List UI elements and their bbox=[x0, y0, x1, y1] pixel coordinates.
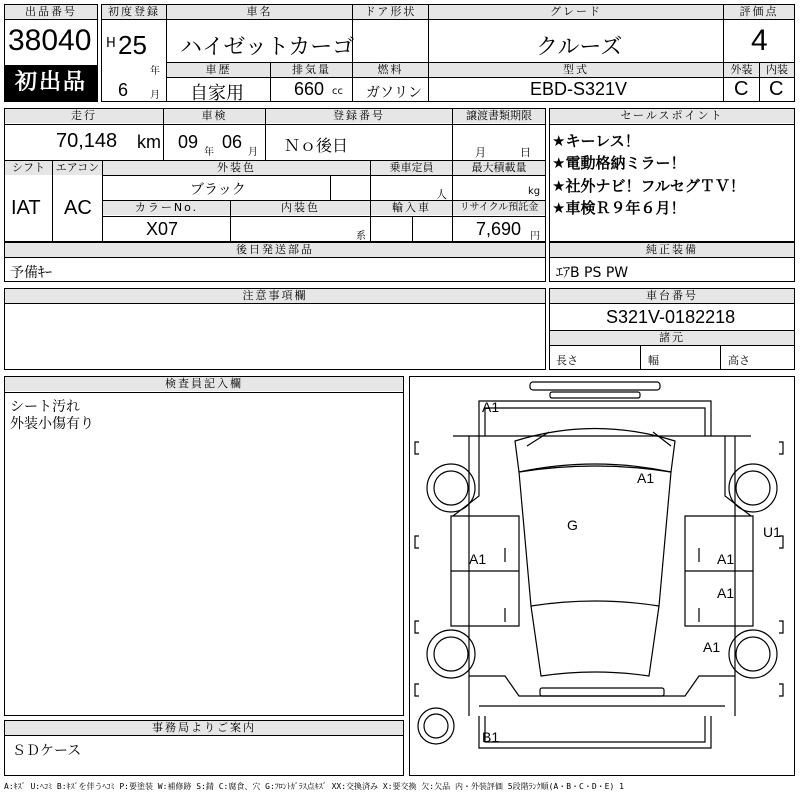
grade-label: グレード bbox=[429, 5, 723, 19]
chassis-value: S321V-0182218 bbox=[606, 307, 736, 327]
mark-right-door-front: A1 bbox=[717, 551, 735, 567]
interior-label: 内装色 bbox=[231, 201, 370, 215]
mark-front: A1 bbox=[482, 399, 500, 415]
legend-text: A:ｷｽﾞ U:ﾍｺﾐ B:ｷｽﾞを伴うﾍｺﾐ P:要塗装 W:補修跡 S:錆 C:腐食、穴 G:ﾌﾛﾝﾄｶﾞﾗｽ点ｷｽﾞ XX:交換済み X:要交換 欠:欠品 内・外装評価 5段階ﾗﾝｸ順(A・B・C・D・E) 1 bbox=[4, 782, 624, 791]
equipment-value: ｴｱB PS PW bbox=[556, 265, 629, 281]
mileage-value: 70,148 bbox=[56, 130, 118, 152]
color-value: ブラック bbox=[190, 182, 246, 198]
score-label: 評価点 bbox=[724, 5, 794, 19]
score-value: 4 bbox=[751, 24, 768, 57]
displacement-unit: cc bbox=[332, 86, 343, 97]
max-load-label: 最大積載量 bbox=[453, 161, 545, 175]
ext-score-label: 外装 bbox=[724, 63, 759, 77]
reg-no-label: 登録番号 bbox=[266, 109, 452, 123]
sales-point-3: ★社外ナビ！フルセグＴＶ！ bbox=[552, 177, 745, 195]
mark-right-door-rear: A1 bbox=[717, 585, 735, 601]
displacement-label: 排気量 bbox=[271, 63, 352, 77]
int-score: C bbox=[769, 78, 784, 100]
office-label: 事務局よりご案内 bbox=[5, 721, 403, 735]
fuel-value: ガソリン bbox=[366, 85, 422, 101]
dims-height: 高さ bbox=[728, 354, 750, 367]
inspection-label: 車検 bbox=[164, 109, 265, 123]
interior-unit: 系 bbox=[356, 231, 366, 242]
ac-value: AC bbox=[64, 197, 92, 219]
transfer-day: 日 bbox=[520, 146, 531, 159]
inspector-label: 検査員記入欄 bbox=[5, 377, 403, 391]
reg-no-value: Ｎｏ後日 bbox=[284, 136, 349, 155]
displacement-value: 660 bbox=[294, 79, 325, 99]
recycle-unit: 円 bbox=[530, 231, 540, 242]
sales-point-4: ★車検Ｒ９年６月！ bbox=[552, 199, 686, 217]
mileage-unit: km bbox=[137, 132, 161, 152]
notes-label: 注意事項欄 bbox=[5, 289, 545, 303]
reg-month: 6 bbox=[118, 80, 129, 100]
car-diagram bbox=[409, 376, 795, 776]
mark-right-rear: A1 bbox=[703, 639, 721, 655]
model-value: EBD-S321V bbox=[530, 79, 628, 99]
lot-label: 出品番号 bbox=[5, 5, 97, 19]
dims-length: 長さ bbox=[556, 354, 578, 367]
reg-year-unit: 年 bbox=[150, 66, 160, 77]
capacity-label: 乗車定員 bbox=[371, 161, 452, 175]
sales-point-2: ★電動格納ミラー！ bbox=[552, 154, 686, 172]
shift-value: IAT bbox=[11, 197, 41, 219]
model-label: 型式 bbox=[429, 63, 723, 77]
car-name-label: 車名 bbox=[167, 5, 352, 19]
sales-points-label: セールスポイント bbox=[550, 109, 794, 123]
later-parts-label: 後日発送部品 bbox=[5, 243, 545, 257]
int-score-label: 内装 bbox=[760, 63, 794, 77]
door-label: ドア形状 bbox=[353, 5, 428, 19]
car-name-value: ハイゼットカーゴ bbox=[180, 35, 355, 60]
reg-era: H bbox=[106, 36, 116, 51]
reg-year: 25 bbox=[118, 30, 147, 60]
later-parts-value: 予備ｷｰ bbox=[10, 265, 52, 281]
equipment-label: 純正装備 bbox=[550, 243, 794, 257]
mark-left-door: A1 bbox=[469, 551, 487, 567]
import-label: 輸入車 bbox=[371, 201, 452, 215]
mark-rear: B1 bbox=[482, 729, 500, 745]
inspector-line-2: 外装小傷有り bbox=[10, 416, 94, 432]
inspection-year: 09 bbox=[178, 132, 199, 152]
inspection-year-unit: 年 bbox=[204, 147, 214, 158]
mark-roof: G bbox=[567, 517, 578, 533]
transfer-month: 月 bbox=[475, 146, 486, 159]
sales-point-1: ★キーレス！ bbox=[552, 132, 640, 150]
reg-month-unit: 月 bbox=[150, 90, 160, 101]
history-label: 車歴 bbox=[167, 63, 270, 77]
history-value: 自家用 bbox=[190, 83, 244, 104]
inspector-line-1: シート汚れ bbox=[10, 399, 80, 415]
mark-hood: A1 bbox=[637, 470, 655, 486]
recycle-label: リサイクル預託金 bbox=[453, 201, 545, 215]
inspection-month-unit: 月 bbox=[248, 147, 258, 158]
shift-label: シフト bbox=[5, 161, 52, 175]
lot-number: 38040 bbox=[8, 24, 92, 57]
grade-value: クルーズ bbox=[536, 35, 623, 60]
max-load-unit: kg bbox=[528, 186, 541, 197]
ac-label: エアコン bbox=[53, 161, 102, 175]
dims-width: 幅 bbox=[648, 354, 659, 367]
mark-right-fender: U1 bbox=[763, 524, 781, 540]
color-code-value: X07 bbox=[146, 219, 179, 239]
first-listing-badge: 初出品 bbox=[5, 65, 97, 101]
mileage-label: 走行 bbox=[5, 109, 163, 123]
chassis-label: 車台番号 bbox=[550, 289, 794, 303]
transfer-label: 譲渡書類期限 bbox=[453, 109, 545, 123]
office-value: ＳＤケース bbox=[12, 743, 82, 759]
dims-label: 諸元 bbox=[550, 331, 794, 345]
inspection-month: 06 bbox=[222, 132, 243, 152]
color-code-label: カラーNo. bbox=[103, 201, 230, 215]
ext-score: C bbox=[734, 78, 749, 100]
recycle-value: 7,690 bbox=[476, 219, 522, 239]
fuel-label: 燃料 bbox=[353, 63, 428, 77]
capacity-unit: 人 bbox=[436, 188, 447, 201]
reg-year-label: 初度登録 bbox=[102, 5, 166, 19]
color-label: 外装色 bbox=[103, 161, 370, 175]
